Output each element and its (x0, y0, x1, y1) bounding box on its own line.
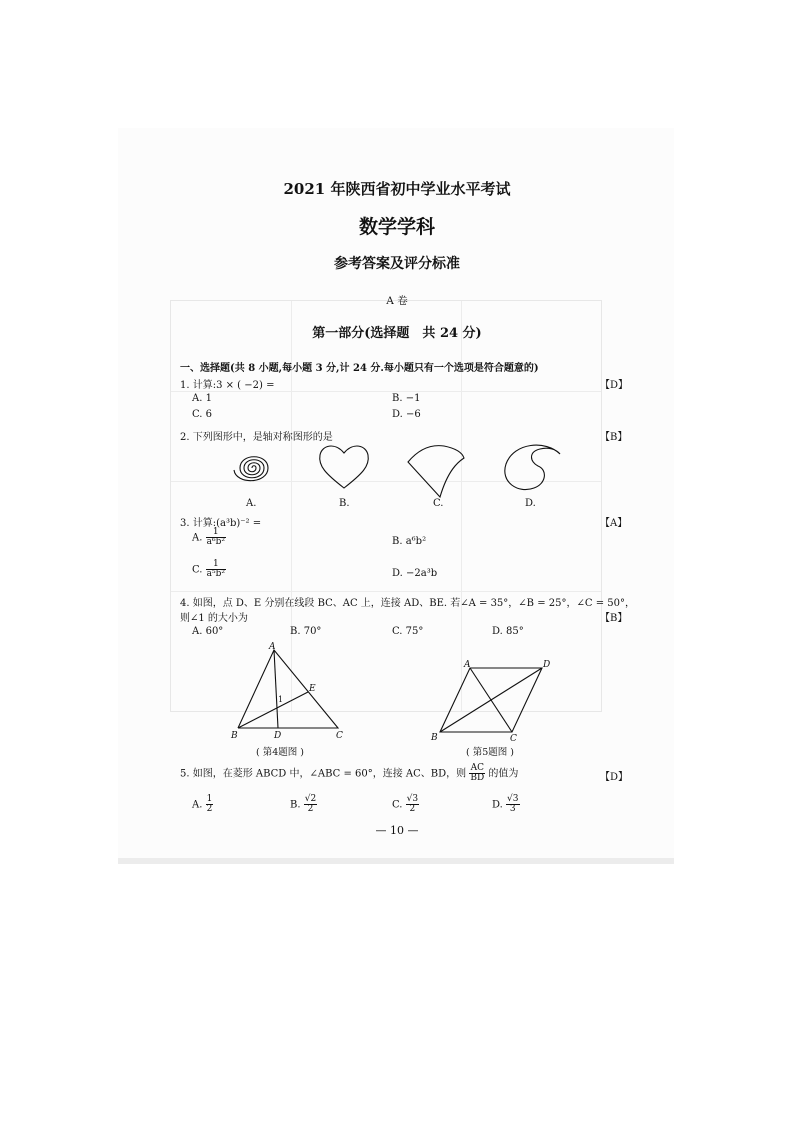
q5-option-c (392, 795, 419, 815)
fraction-numerator: √3 (406, 794, 419, 804)
option-fraction (506, 795, 519, 815)
section-heading: 一、选择题(共 8 小题,每小题 3 分,计 24 分.每小题只有一个选项是符合题意的) (180, 363, 539, 374)
fraction-numerator: √2 (304, 794, 317, 804)
segment-ad (274, 650, 278, 728)
angle-label-1: 1 (278, 695, 284, 704)
option-fraction (406, 795, 419, 815)
q3-option-c (192, 560, 226, 580)
fraction-numerator: 1 (206, 794, 213, 804)
fraction-numerator: 1 (206, 528, 226, 538)
q4-figure-caption: ( 第4题图 ) (256, 747, 304, 758)
q3-option-c-fraction (206, 560, 226, 580)
fraction-numerator: AC (470, 763, 484, 773)
q1-option-c: C. 6 (192, 409, 213, 420)
exam-title: 2021 年陕西省初中学业水平考试 (283, 180, 511, 198)
option-prefix: D. (492, 799, 503, 811)
q3-option-b: B. a⁶b² (392, 536, 427, 547)
q3-option-a-prefix: A. (192, 532, 203, 544)
fraction-denominator: BD (470, 773, 485, 784)
vertex-label-d: D (543, 660, 551, 670)
segment-be (238, 692, 308, 728)
heart-figure (316, 440, 372, 496)
fraction-numerator: √3 (507, 794, 519, 804)
q1-option-a: A. 1 (192, 393, 212, 404)
volume-label: A 卷 (386, 295, 408, 307)
q1-answer: 【D】 (600, 380, 629, 391)
q3-stem: 3. 计算:(a³b)⁻² = (180, 518, 262, 529)
q5-stem-fraction (469, 764, 485, 784)
q4-option-c: C. 75° (392, 626, 424, 637)
option-fraction (206, 795, 214, 815)
q4-option-b: B. 70° (290, 626, 322, 637)
q5-stem-suffix: 的值为 (488, 768, 519, 780)
q5-stem (180, 764, 518, 784)
fraction-numerator: 1 (206, 560, 226, 570)
q3-option-d: D. −2a³b (392, 568, 438, 579)
page-number: — 10 — (375, 824, 419, 837)
vertex-label-c: C (336, 731, 343, 741)
q1-option-b: B. −1 (392, 393, 421, 404)
q2-answer: 【B】 (600, 432, 628, 443)
q4-stem-line1: 4. 如图，点 D、E 分别在线段 BC、AC 上，连接 AD、BE. 若∠A = 35°，∠B = 25°，∠C = 50°， (180, 598, 635, 609)
triangle-abc-edges (238, 650, 338, 728)
q3-option-c-prefix: C. (192, 564, 203, 576)
fraction-denominator: a⁶b² (206, 537, 225, 548)
bleed-line (171, 391, 601, 392)
q5-option-a (192, 795, 213, 815)
part-heading: 第一部分(选择题 共 24 分) (312, 326, 482, 341)
q3-option-a (192, 528, 226, 548)
q1-option-d: D. −6 (392, 409, 421, 420)
q4-stem-line2: 则∠1 的大小为 (180, 613, 248, 624)
vertex-label-b: B (431, 733, 438, 743)
q2-option-b: B. (339, 498, 350, 509)
subject-title: 数学学科 (358, 216, 435, 238)
q1-stem: 1. 计算:3 × ( −2) = (180, 380, 275, 391)
q4-answer: 【B】 (600, 613, 628, 624)
q5-answer: 【D】 (600, 772, 629, 783)
q5-option-d (492, 795, 520, 815)
vertex-label-d: D (274, 731, 282, 741)
option-prefix: C. (392, 799, 403, 811)
fraction-denominator: 2 (206, 804, 213, 815)
q2-option-d: D. (525, 498, 536, 509)
fraction-denominator: 3 (509, 804, 516, 815)
fan-figure (404, 440, 468, 504)
fraction-denominator: 2 (409, 804, 416, 815)
fraction-denominator: a⁵b² (206, 569, 226, 580)
rhombus-figure-q5 (430, 660, 560, 746)
option-prefix: B. (290, 799, 301, 811)
q2-stem: 2. 下列图形中，是轴对称图形的是 (180, 432, 333, 443)
fraction-denominator: 2 (307, 804, 314, 815)
vertex-label-a: A (269, 642, 276, 652)
q2-option-a: A. (246, 498, 257, 509)
answer-key-subtitle: 参考答案及评分标准 (334, 256, 460, 272)
option-fraction (304, 795, 317, 815)
q5-option-b (290, 795, 317, 815)
vertex-label-b: B (231, 731, 238, 741)
q5-stem-prefix: 5. 如图，在菱形 ABCD 中，∠ABC = 60°，连接 AC、BD，则 (180, 768, 467, 780)
vertex-label-e: E (309, 684, 316, 694)
q2-option-c: C. (433, 498, 444, 509)
q5-figure-caption: ( 第5题图 ) (466, 747, 514, 758)
vertex-label-c: C (510, 734, 517, 744)
bleed-line (171, 591, 601, 592)
spiral-figure (222, 440, 282, 500)
q3-answer: 【A】 (600, 518, 628, 529)
q4-option-a: A. 60° (192, 626, 224, 637)
vertex-label-a: A (464, 660, 471, 670)
option-prefix: A. (192, 799, 203, 811)
triangle-figure-q4 (226, 640, 356, 744)
q4-option-d: D. 85° (492, 626, 524, 637)
crescent-figure (500, 440, 564, 500)
q3-option-a-fraction (206, 528, 226, 548)
page-edge-shadow (118, 858, 674, 864)
